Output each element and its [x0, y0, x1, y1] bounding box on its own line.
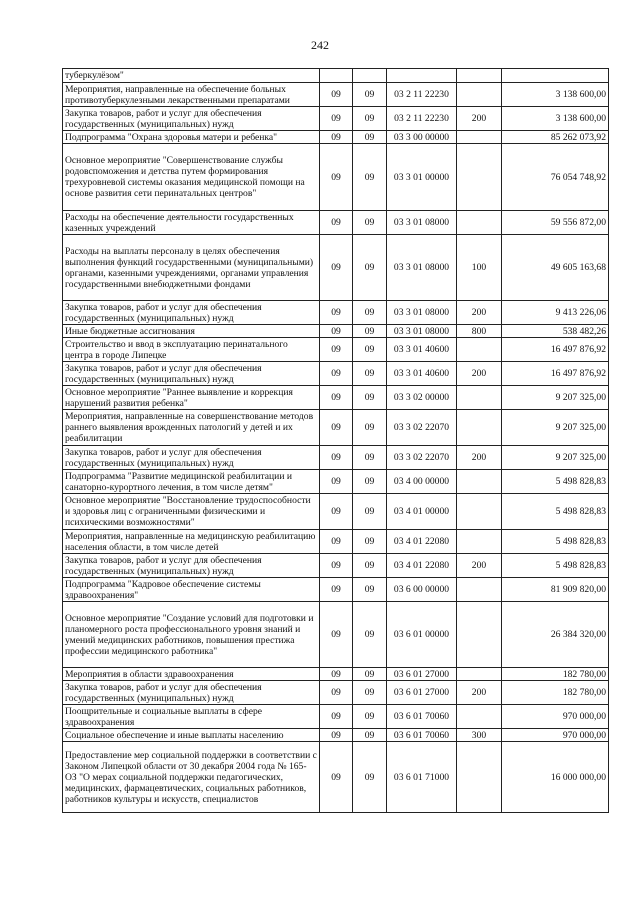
- table-row: [63, 530, 609, 554]
- row-amount-cell: 5 498 828,83: [502, 530, 609, 554]
- row-expense-type-cell: 200: [457, 554, 502, 578]
- row-amount-cell: 76 054 748,92: [502, 144, 609, 211]
- table-row: [63, 69, 609, 83]
- table-row: [63, 668, 609, 681]
- row-expense-type-cell: 100: [457, 235, 502, 301]
- row-section-cell: 09: [320, 742, 353, 813]
- row-subsection-cell: 09: [353, 681, 387, 705]
- row-name-cell: Расходы на выплаты персоналу в целях обеспечения выполнения функций государственными (муниципальными) органами, казенными учреждениями, органами управления государственными внебюджетными фондами: [63, 235, 320, 301]
- row-expense-type-cell: [457, 410, 502, 446]
- row-name-cell: Основное мероприятие "Совершенствование службы родовспоможения и детства путем формирования трехуровневой системы оказания медицинской помощи на основе развития сети перинатальных центров": [63, 144, 320, 211]
- row-section-cell: 09: [320, 301, 353, 325]
- row-subsection-cell: 09: [353, 668, 387, 681]
- row-section-cell: 09: [320, 602, 353, 668]
- row-name-cell: Поощрительные и социальные выплаты в сфере здравоохранения: [63, 705, 320, 729]
- row-target-article-cell: 03 3 01 40600: [387, 338, 457, 362]
- row-section-cell: 09: [320, 325, 353, 338]
- row-subsection-cell: 09: [353, 742, 387, 813]
- row-expense-type-cell: [457, 705, 502, 729]
- row-expense-type-cell: [457, 668, 502, 681]
- row-amount-cell: 5 498 828,83: [502, 554, 609, 578]
- row-section-cell: 09: [320, 578, 353, 602]
- row-target-article-cell: 03 4 01 00000: [387, 494, 457, 530]
- row-subsection-cell: 09: [353, 446, 387, 470]
- row-subsection-cell: 09: [353, 211, 387, 235]
- row-amount-cell: 85 262 073,92: [502, 131, 609, 144]
- row-name-cell: Расходы на обеспечение деятельности государственных казенных учреждений: [63, 211, 320, 235]
- row-expense-type-cell: [457, 470, 502, 494]
- row-amount-cell: 970 000,00: [502, 729, 609, 742]
- row-target-article-cell: 03 6 01 70060: [387, 729, 457, 742]
- row-expense-type-cell: [457, 83, 502, 107]
- row-amount-cell: 3 138 600,00: [502, 107, 609, 131]
- row-name-cell: Закупка товаров, работ и услуг для обеспечения государственных (муниципальных) нужд: [63, 362, 320, 386]
- row-name-cell: Мероприятия, направленные на медицинскую реабилитацию населения области, в том числе детей: [63, 530, 320, 554]
- row-amount-cell: 16 000 000,00: [502, 742, 609, 813]
- table-row: [63, 681, 609, 705]
- table-row: [63, 554, 609, 578]
- table-row: [63, 494, 609, 530]
- row-amount-cell: 182 780,00: [502, 668, 609, 681]
- row-target-article-cell: 03 3 00 00000: [387, 131, 457, 144]
- row-section-cell: 09: [320, 131, 353, 144]
- row-section-cell: 09: [320, 470, 353, 494]
- row-target-article-cell: 03 3 01 08000: [387, 211, 457, 235]
- row-section-cell: 09: [320, 446, 353, 470]
- row-name-cell: Закупка товаров, работ и услуг для обеспечения государственных (муниципальных) нужд: [63, 681, 320, 705]
- row-subsection-cell: 09: [353, 338, 387, 362]
- table-row: [63, 705, 609, 729]
- row-name-cell: Мероприятия, направленные на совершенствование методов раннего выявления врожденных патологий у детей и их реабилитации: [63, 410, 320, 446]
- table-row: [63, 742, 609, 813]
- table-row: [63, 107, 609, 131]
- row-target-article-cell: 03 2 11 22230: [387, 83, 457, 107]
- row-section-cell: 09: [320, 681, 353, 705]
- row-section-cell: 09: [320, 554, 353, 578]
- table-row: [63, 131, 609, 144]
- table-row: [63, 301, 609, 325]
- row-target-article-cell: 03 3 01 00000: [387, 144, 457, 211]
- row-target-article-cell: 03 3 01 08000: [387, 301, 457, 325]
- row-target-article-cell: 03 6 01 71000: [387, 742, 457, 813]
- table-row: [63, 386, 609, 410]
- row-expense-type-cell: 200: [457, 301, 502, 325]
- row-name-cell: Основное мероприятие "Создание условий для подготовки и планомерного роста профессионального уровня знаний и умений медицинских работников, повышения престижа профессии медицинского работника": [63, 602, 320, 668]
- row-section-cell: 09: [320, 494, 353, 530]
- row-subsection-cell: 09: [353, 705, 387, 729]
- row-amount-cell: 9 207 325,00: [502, 386, 609, 410]
- row-subsection-cell: 09: [353, 235, 387, 301]
- row-amount-cell: 5 498 828,83: [502, 494, 609, 530]
- row-expense-type-cell: [457, 742, 502, 813]
- row-target-article-cell: 03 3 01 40600: [387, 362, 457, 386]
- row-section-cell: 09: [320, 107, 353, 131]
- row-amount-cell: 3 138 600,00: [502, 83, 609, 107]
- row-name-cell: Строительство и ввод в эксплуатацию перинатального центра в городе Липецке: [63, 338, 320, 362]
- row-subsection-cell: 09: [353, 602, 387, 668]
- row-expense-type-cell: 200: [457, 107, 502, 131]
- row-subsection-cell: 09: [353, 144, 387, 211]
- table-row: [63, 338, 609, 362]
- table-row: [63, 578, 609, 602]
- row-amount-cell: 59 556 872,00: [502, 211, 609, 235]
- row-section-cell: 09: [320, 530, 353, 554]
- row-expense-type-cell: [457, 530, 502, 554]
- row-name-cell: Основное мероприятие "Восстановление трудоспособности и здоровья лиц с ограниченными физическими и психическими возможностями": [63, 494, 320, 530]
- table-body: [63, 69, 609, 813]
- row-subsection-cell: 09: [353, 578, 387, 602]
- row-amount-cell: 16 497 876,92: [502, 338, 609, 362]
- row-subsection-cell: [353, 69, 387, 83]
- row-amount-cell: 9 413 226,06: [502, 301, 609, 325]
- row-expense-type-cell: 800: [457, 325, 502, 338]
- row-subsection-cell: 09: [353, 554, 387, 578]
- row-name-cell: туберкулёзом": [63, 69, 320, 83]
- table-row: [63, 83, 609, 107]
- row-name-cell: Мероприятия, направленные на обеспечение больных противотуберкулезными лекарственными препаратами: [63, 83, 320, 107]
- row-expense-type-cell: [457, 144, 502, 211]
- row-name-cell: Закупка товаров, работ и услуг для обеспечения государственных (муниципальных) нужд: [63, 554, 320, 578]
- row-subsection-cell: 09: [353, 494, 387, 530]
- row-section-cell: [320, 69, 353, 83]
- row-name-cell: Социальное обеспечение и иные выплаты населению: [63, 729, 320, 742]
- row-target-article-cell: 03 3 02 00000: [387, 386, 457, 410]
- row-expense-type-cell: [457, 211, 502, 235]
- table-row: [63, 325, 609, 338]
- row-target-article-cell: 03 4 00 00000: [387, 470, 457, 494]
- row-target-article-cell: 03 2 11 22230: [387, 107, 457, 131]
- row-amount-cell: 16 497 876,92: [502, 362, 609, 386]
- row-expense-type-cell: 200: [457, 681, 502, 705]
- row-subsection-cell: 09: [353, 83, 387, 107]
- row-expense-type-cell: [457, 338, 502, 362]
- row-expense-type-cell: 300: [457, 729, 502, 742]
- row-section-cell: 09: [320, 362, 353, 386]
- row-amount-cell: 5 498 828,83: [502, 470, 609, 494]
- row-section-cell: 09: [320, 705, 353, 729]
- row-section-cell: 09: [320, 235, 353, 301]
- row-name-cell: Закупка товаров, работ и услуг для обеспечения государственных (муниципальных) нужд: [63, 446, 320, 470]
- row-amount-cell: 9 207 325,00: [502, 410, 609, 446]
- table-row: [63, 144, 609, 211]
- row-name-cell: Подпрограмма "Развитие медицинской реабилитации и санаторно-курортного лечения, в том числе детям": [63, 470, 320, 494]
- row-subsection-cell: 09: [353, 470, 387, 494]
- row-section-cell: 09: [320, 144, 353, 211]
- table-row: [63, 729, 609, 742]
- row-amount-cell: 49 605 163,68: [502, 235, 609, 301]
- row-expense-type-cell: [457, 131, 502, 144]
- row-expense-type-cell: [457, 494, 502, 530]
- row-amount-cell: 81 909 820,00: [502, 578, 609, 602]
- row-section-cell: 09: [320, 338, 353, 362]
- row-amount-cell: 26 384 320,00: [502, 602, 609, 668]
- row-subsection-cell: 09: [353, 386, 387, 410]
- row-name-cell: Предоставление мер социальной поддержки в соответствии с Законом Липецкой области от 30 декабря 2004 года № 165-ОЗ "О мерах социальной поддержки педагогических, медицинских, фармацевтических, социальных работников, работников культуры и искусств, специалистов: [63, 742, 320, 813]
- row-target-article-cell: 03 3 02 22070: [387, 410, 457, 446]
- table-row: [63, 602, 609, 668]
- row-target-article-cell: 03 6 01 00000: [387, 602, 457, 668]
- row-target-article-cell: 03 6 01 70060: [387, 705, 457, 729]
- row-target-article-cell: 03 3 01 08000: [387, 325, 457, 338]
- row-amount-cell: 9 207 325,00: [502, 446, 609, 470]
- row-section-cell: 09: [320, 668, 353, 681]
- row-target-article-cell: [387, 69, 457, 83]
- row-expense-type-cell: [457, 602, 502, 668]
- row-name-cell: Подпрограмма "Охрана здоровья матери и ребенка": [63, 131, 320, 144]
- row-section-cell: 09: [320, 729, 353, 742]
- row-expense-type-cell: 200: [457, 446, 502, 470]
- row-name-cell: Закупка товаров, работ и услуг для обеспечения государственных (муниципальных) нужд: [63, 107, 320, 131]
- row-subsection-cell: 09: [353, 131, 387, 144]
- budget-table: [62, 68, 609, 813]
- row-amount-cell: 970 000,00: [502, 705, 609, 729]
- row-subsection-cell: 09: [353, 301, 387, 325]
- row-name-cell: Подпрограмма "Кадровое обеспечение системы здравоохранения": [63, 578, 320, 602]
- row-expense-type-cell: [457, 386, 502, 410]
- row-amount-cell: [502, 69, 609, 83]
- row-section-cell: 09: [320, 386, 353, 410]
- row-amount-cell: 538 482,26: [502, 325, 609, 338]
- row-target-article-cell: 03 3 01 08000: [387, 235, 457, 301]
- row-name-cell: Основное мероприятие "Раннее выявление и коррекция нарушений развития ребенка": [63, 386, 320, 410]
- row-section-cell: 09: [320, 410, 353, 446]
- row-expense-type-cell: 200: [457, 362, 502, 386]
- row-amount-cell: 182 780,00: [502, 681, 609, 705]
- table-row: [63, 362, 609, 386]
- row-subsection-cell: 09: [353, 729, 387, 742]
- row-expense-type-cell: [457, 578, 502, 602]
- row-section-cell: 09: [320, 211, 353, 235]
- table-row: [63, 235, 609, 301]
- page-number: 242: [311, 38, 329, 52]
- row-expense-type-cell: [457, 69, 502, 83]
- row-name-cell: Мероприятия в области здравоохранения: [63, 668, 320, 681]
- row-subsection-cell: 09: [353, 107, 387, 131]
- row-target-article-cell: 03 6 01 27000: [387, 668, 457, 681]
- table-row: [63, 446, 609, 470]
- row-subsection-cell: 09: [353, 325, 387, 338]
- row-subsection-cell: 09: [353, 530, 387, 554]
- table-row: [63, 470, 609, 494]
- table-row: [63, 211, 609, 235]
- row-target-article-cell: 03 4 01 22080: [387, 530, 457, 554]
- row-section-cell: 09: [320, 83, 353, 107]
- table-row: [63, 410, 609, 446]
- row-target-article-cell: 03 4 01 22080: [387, 554, 457, 578]
- row-subsection-cell: 09: [353, 410, 387, 446]
- row-subsection-cell: 09: [353, 362, 387, 386]
- row-name-cell: Иные бюджетные ассигнования: [63, 325, 320, 338]
- row-name-cell: Закупка товаров, работ и услуг для обеспечения государственных (муниципальных) нужд: [63, 301, 320, 325]
- row-target-article-cell: 03 6 00 00000: [387, 578, 457, 602]
- row-target-article-cell: 03 6 01 27000: [387, 681, 457, 705]
- row-target-article-cell: 03 3 02 22070: [387, 446, 457, 470]
